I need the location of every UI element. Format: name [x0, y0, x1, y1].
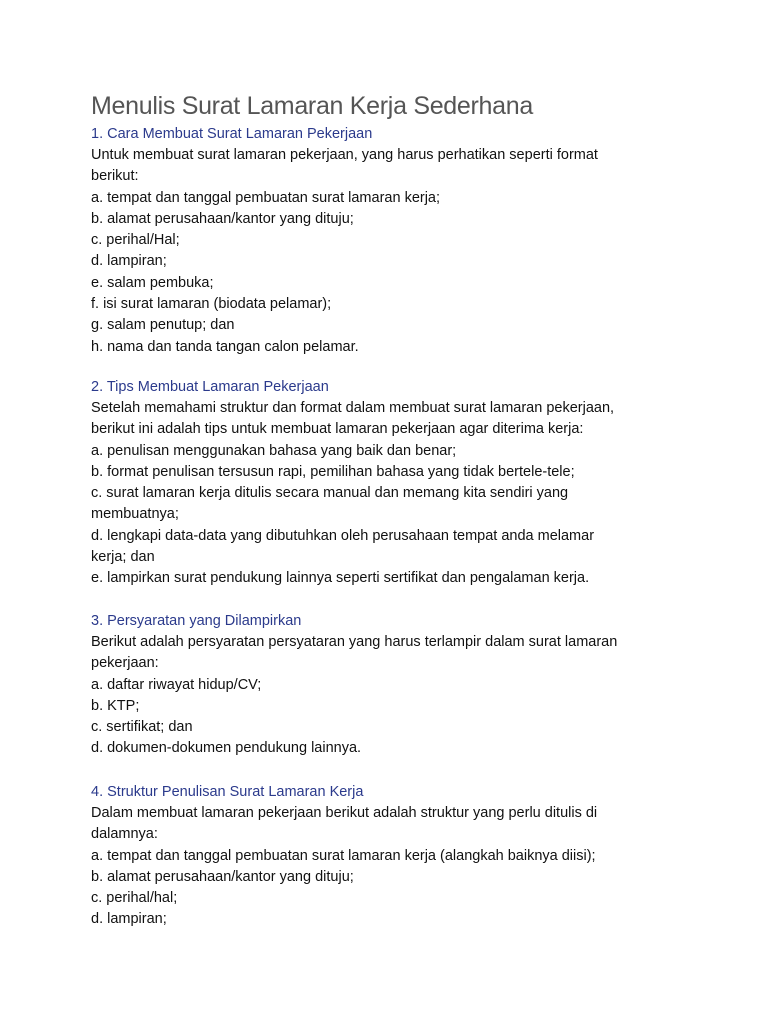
- paragraph-line: berikut:: [91, 168, 139, 185]
- list-item: a. tempat dan tanggal pembuatan surat lamaran kerja (alangkah baiknya diisi);: [91, 847, 596, 864]
- paragraph-line: berikut ini adalah tips untuk membuat lamaran pekerjaan agar diterima kerja:: [91, 421, 584, 438]
- list-item: c. perihal/Hal;: [91, 232, 180, 249]
- paragraph-line: Setelah memahami struktur dan format dalam membuat surat lamaran pekerjaan,: [91, 400, 615, 416]
- list-item: d. lampiran;: [91, 253, 167, 270]
- section-persyaratan: [91, 611, 731, 760]
- list-item: b. alamat perusahaan/kantor yang dituju;: [91, 868, 354, 885]
- list-item-continuation: kerja; dan: [91, 549, 155, 566]
- list-item: a. daftar riwayat hidup/CV;: [91, 676, 262, 693]
- list-item: e. lampirkan surat pendukung lainnya seperti sertifikat dan pengalaman kerja.: [91, 570, 590, 587]
- list-item: f. isi surat lamaran (biodata pelamar);: [91, 296, 332, 313]
- list-item: d. lengkapi data-data yang dibutuhkan oleh perusahaan tempat anda melamar: [91, 527, 595, 544]
- section-struktur: [91, 782, 731, 931]
- list-item: g. salam penutup; dan: [91, 317, 235, 334]
- list-item-continuation: membuatnya;: [91, 506, 179, 523]
- list-item: a. tempat dan tanggal pembuatan surat lamaran kerja;: [91, 189, 441, 206]
- section-tips: [91, 377, 731, 590]
- list-item: c. surat lamaran kerja ditulis secara manual dan memang kita sendiri yang: [91, 485, 569, 502]
- section-heading: 1. Cara Membuat Surat Lamaran Pekerjaan: [91, 126, 373, 142]
- section-cara-membuat: [91, 124, 731, 358]
- document-title: Menulis Surat Lamaran Kerja Sederhana: [91, 92, 533, 120]
- list-item: d. lampiran;: [91, 911, 167, 928]
- paragraph-line: Untuk membuat surat lamaran pekerjaan, yang harus perhatikan seperti format: [91, 147, 598, 163]
- list-item: e. salam pembuka;: [91, 274, 214, 291]
- section-heading: 2. Tips Membuat Lamaran Pekerjaan: [91, 379, 329, 395]
- list-item: c. perihal/hal;: [91, 890, 178, 907]
- paragraph-line: dalamnya:: [91, 826, 158, 843]
- list-item: d. dokumen-dokumen pendukung lainnya.: [91, 740, 362, 757]
- list-item: b. format penulisan tersusun rapi, pemilihan bahasa yang tidak bertele-tele;: [91, 463, 575, 480]
- paragraph-line: Berikut adalah persyaratan persyataran yang harus terlampir dalam surat lamaran: [91, 634, 618, 650]
- paragraph-line: pekerjaan:: [91, 655, 159, 672]
- list-item: h. nama dan tanda tangan calon pelamar.: [91, 338, 359, 355]
- list-item: b. alamat perusahaan/kantor yang dituju;: [91, 210, 354, 227]
- section-heading: 3. Persyaratan yang Dilampirkan: [91, 613, 302, 629]
- list-item: c. sertifikat; dan: [91, 719, 193, 736]
- list-item: a. penulisan menggunakan bahasa yang baik dan benar;: [91, 442, 457, 459]
- section-heading: 4. Struktur Penulisan Surat Lamaran Kerja: [91, 784, 364, 800]
- list-item: b. KTP;: [91, 697, 140, 714]
- paragraph-line: Dalam membuat lamaran pekerjaan berikut adalah struktur yang perlu ditulis di: [91, 805, 598, 821]
